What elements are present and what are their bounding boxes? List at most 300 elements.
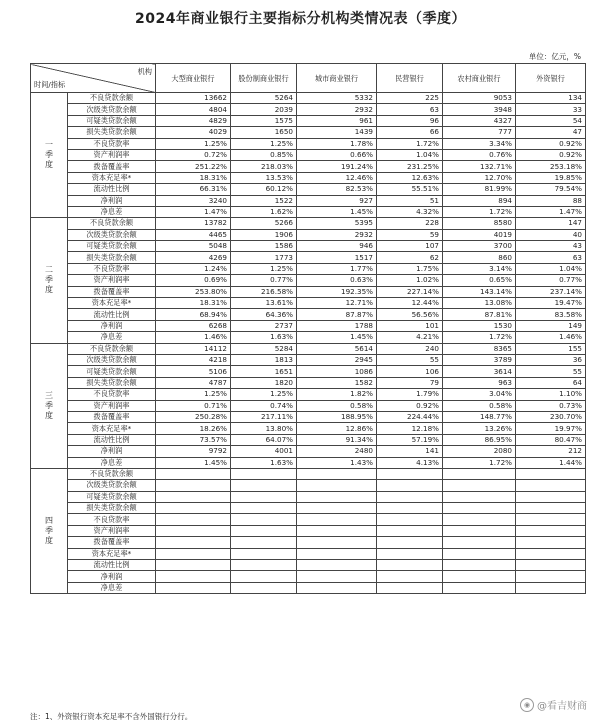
table-cell: 9792: [156, 446, 231, 457]
table-cell: 1.46%: [516, 332, 586, 343]
table-row: [31, 127, 586, 138]
table-row: [31, 537, 586, 548]
table-cell: 230.70%: [516, 411, 586, 422]
table-cell: [156, 537, 231, 548]
table-cell: [231, 491, 297, 502]
table-row: [31, 320, 586, 331]
table-cell: 1.72%: [377, 138, 443, 149]
table-cell: [443, 480, 516, 491]
table-cell: [377, 582, 443, 593]
table-cell: [443, 537, 516, 548]
table-cell: 54: [516, 115, 586, 126]
table-cell: 1.43%: [297, 457, 377, 468]
metric-label: 资产利润率: [68, 525, 156, 536]
table-cell: 80.47%: [516, 434, 586, 445]
table-row: [31, 195, 586, 206]
table-cell: [297, 480, 377, 491]
table-cell: 216.58%: [231, 286, 297, 297]
table-cell: 0.65%: [443, 275, 516, 286]
table-cell: 946: [297, 241, 377, 252]
table-cell: [443, 468, 516, 479]
table-cell: 68.94%: [156, 309, 231, 320]
table-cell: 2945: [297, 354, 377, 365]
table-cell: 4804: [156, 104, 231, 115]
table-cell: 1575: [231, 115, 297, 126]
table-cell: 0.92%: [516, 138, 586, 149]
metric-label: 流动性比例: [68, 184, 156, 195]
metric-label: 净息差: [68, 457, 156, 468]
table-cell: 4.13%: [377, 457, 443, 468]
table-cell: [231, 582, 297, 593]
table-row: [31, 548, 586, 559]
table-row: [31, 480, 586, 491]
metric-label: 资产利润率: [68, 149, 156, 160]
table-cell: 0.58%: [297, 400, 377, 411]
table-cell: 73.57%: [156, 434, 231, 445]
table-cell: [231, 480, 297, 491]
table-cell: 240: [377, 343, 443, 354]
table-cell: 55: [377, 354, 443, 365]
table-cell: 83.58%: [516, 309, 586, 320]
table-cell: 2039: [231, 104, 297, 115]
table-cell: [516, 560, 586, 571]
metric-label: 拨备覆盖率: [68, 537, 156, 548]
table-cell: 5395: [297, 218, 377, 229]
table-cell: 1.25%: [231, 263, 297, 274]
table-cell: [377, 560, 443, 571]
table-cell: 6268: [156, 320, 231, 331]
metric-label: 可疑类贷款余额: [68, 366, 156, 377]
table-cell: [297, 514, 377, 525]
table-row: [31, 332, 586, 343]
table-cell: [443, 548, 516, 559]
watermark-logo-icon: ◉: [520, 698, 534, 712]
table-cell: [297, 548, 377, 559]
table-cell: [516, 537, 586, 548]
table-cell: 250.28%: [156, 411, 231, 422]
table-cell: 64.07%: [231, 434, 297, 445]
table-row: [31, 241, 586, 252]
table-cell: 0.74%: [231, 400, 297, 411]
table-cell: 191.24%: [297, 161, 377, 172]
metric-label: 不良贷款余额: [68, 218, 156, 229]
table-cell: [156, 571, 231, 582]
table-cell: 217.11%: [231, 411, 297, 422]
table-cell: 155: [516, 343, 586, 354]
table-cell: 64.36%: [231, 309, 297, 320]
table-cell: 961: [297, 115, 377, 126]
metric-label: 可疑类贷款余额: [68, 115, 156, 126]
table-cell: 1.75%: [377, 263, 443, 274]
metric-label: 不良贷款率: [68, 263, 156, 274]
table-cell: [297, 582, 377, 593]
table-cell: 13.53%: [231, 172, 297, 183]
table-cell: 4327: [443, 115, 516, 126]
table-cell: 79: [377, 377, 443, 388]
metric-label: 资本充足率*: [68, 548, 156, 559]
table-row: [31, 343, 586, 354]
metric-label: 资产利润率: [68, 400, 156, 411]
table-cell: 1.78%: [297, 138, 377, 149]
table-cell: [516, 503, 586, 514]
table-cell: 1.63%: [231, 332, 297, 343]
table-cell: 0.77%: [231, 275, 297, 286]
table-cell: 132.71%: [443, 161, 516, 172]
table-cell: [297, 537, 377, 548]
table-row: [31, 206, 586, 217]
table-cell: 1582: [297, 377, 377, 388]
table-cell: [443, 571, 516, 582]
table-row: [31, 525, 586, 536]
table-cell: [297, 491, 377, 502]
metric-label: 不良贷款余额: [68, 343, 156, 354]
table-cell: [297, 468, 377, 479]
quarter-label: 三 季 度: [31, 343, 68, 468]
table-row: [31, 423, 586, 434]
table-cell: 228: [377, 218, 443, 229]
table-row: [31, 172, 586, 183]
table-cell: 253.80%: [156, 286, 231, 297]
table-cell: 1.25%: [231, 389, 297, 400]
table-cell: 1.24%: [156, 263, 231, 274]
table-cell: 4218: [156, 354, 231, 365]
column-header: 农村商业银行: [443, 64, 516, 93]
table-cell: 237.14%: [516, 286, 586, 297]
table-cell: [231, 571, 297, 582]
table-cell: 5614: [297, 343, 377, 354]
table-cell: 5106: [156, 366, 231, 377]
table-cell: [377, 503, 443, 514]
table-cell: 0.76%: [443, 149, 516, 160]
table-cell: 12.46%: [297, 172, 377, 183]
table-row: [31, 446, 586, 457]
table-row: [31, 514, 586, 525]
table-row: [31, 582, 586, 593]
table-cell: 3700: [443, 241, 516, 252]
table-cell: 57.19%: [377, 434, 443, 445]
table-cell: 12.63%: [377, 172, 443, 183]
table-cell: 1.45%: [297, 332, 377, 343]
table-cell: [231, 537, 297, 548]
table-cell: 88: [516, 195, 586, 206]
metric-label: 资产利润率: [68, 275, 156, 286]
table-cell: 2080: [443, 446, 516, 457]
table-row: [31, 309, 586, 320]
table-cell: 0.92%: [377, 400, 443, 411]
table-cell: 1522: [231, 195, 297, 206]
table-cell: [443, 491, 516, 502]
table-cell: [443, 582, 516, 593]
table-cell: 8365: [443, 343, 516, 354]
metric-label: 拨备覆盖率: [68, 286, 156, 297]
table-cell: 1651: [231, 366, 297, 377]
table-row: [31, 115, 586, 126]
quarter-label: 一 季 度: [31, 93, 68, 218]
table-cell: 8580: [443, 218, 516, 229]
table-cell: 192.35%: [297, 286, 377, 297]
table-cell: 1820: [231, 377, 297, 388]
table-cell: 107: [377, 241, 443, 252]
table-cell: 777: [443, 127, 516, 138]
table-cell: 96: [377, 115, 443, 126]
table-cell: 9053: [443, 93, 516, 104]
table-cell: 1086: [297, 366, 377, 377]
table-cell: [377, 514, 443, 525]
table-row: [31, 457, 586, 468]
table-cell: 66: [377, 127, 443, 138]
table-cell: 0.66%: [297, 149, 377, 160]
table-row: [31, 354, 586, 365]
table-cell: 4001: [231, 446, 297, 457]
table-cell: 47: [516, 127, 586, 138]
metric-label: 拨备覆盖率: [68, 411, 156, 422]
table-cell: 40: [516, 229, 586, 240]
table-cell: 225: [377, 93, 443, 104]
table-row: [31, 400, 586, 411]
table-cell: 12.44%: [377, 298, 443, 309]
table-cell: [443, 503, 516, 514]
table-cell: 13.26%: [443, 423, 516, 434]
table-cell: 3240: [156, 195, 231, 206]
table-cell: 12.18%: [377, 423, 443, 434]
table-cell: 106: [377, 366, 443, 377]
table-cell: 1.10%: [516, 389, 586, 400]
table-cell: 5332: [297, 93, 377, 104]
table-row: [31, 252, 586, 263]
table-cell: 134: [516, 93, 586, 104]
quarter-label: 二 季 度: [31, 218, 68, 343]
column-header: 外资银行: [516, 64, 586, 93]
table-cell: [516, 525, 586, 536]
table-cell: [443, 560, 516, 571]
table-row: [31, 503, 586, 514]
table-cell: 1.79%: [377, 389, 443, 400]
table-cell: 1517: [297, 252, 377, 263]
table-row: [31, 275, 586, 286]
footnote: 注：1、外资银行资本充足率不含外国银行分行。: [30, 712, 193, 721]
table-cell: 4269: [156, 252, 231, 263]
metric-label: 流动性比例: [68, 434, 156, 445]
table-cell: [297, 503, 377, 514]
table-row: [31, 560, 586, 571]
table-cell: 5284: [231, 343, 297, 354]
corner-label-institution: 机构: [137, 67, 152, 76]
table-cell: 36: [516, 354, 586, 365]
table-cell: 79.54%: [516, 184, 586, 195]
metric-label: 可疑类贷款余额: [68, 241, 156, 252]
metric-label: 可疑类贷款余额: [68, 491, 156, 502]
table-cell: 19.47%: [516, 298, 586, 309]
metric-label: 净利润: [68, 571, 156, 582]
table-cell: 0.77%: [516, 275, 586, 286]
table-cell: [231, 468, 297, 479]
table-cell: 3.14%: [443, 263, 516, 274]
table-cell: [443, 514, 516, 525]
table-row: [31, 104, 586, 115]
table-cell: 143.14%: [443, 286, 516, 297]
table-cell: [516, 582, 586, 593]
table-cell: [156, 582, 231, 593]
table-cell: 231.25%: [377, 161, 443, 172]
table-cell: 62: [377, 252, 443, 263]
table-cell: 59: [377, 229, 443, 240]
metric-label: 不良贷款率: [68, 389, 156, 400]
table-row: [31, 184, 586, 195]
metric-label: 净利润: [68, 446, 156, 457]
table-cell: 18.26%: [156, 423, 231, 434]
quarter-label: 四 季 度: [31, 468, 68, 593]
table-cell: [156, 468, 231, 479]
table-body: [31, 93, 586, 594]
table-cell: 3789: [443, 354, 516, 365]
page-title: 2024年商业银行主要指标分机构类情况表（季度）: [135, 11, 466, 27]
table-cell: [156, 491, 231, 502]
table-cell: 148.77%: [443, 411, 516, 422]
table-cell: 81.99%: [443, 184, 516, 195]
table-cell: 1.72%: [443, 332, 516, 343]
table-cell: 13662: [156, 93, 231, 104]
table-cell: 63: [377, 104, 443, 115]
table-cell: 12.86%: [297, 423, 377, 434]
watermark: [520, 697, 587, 712]
table-cell: [377, 525, 443, 536]
table-cell: 2932: [297, 104, 377, 115]
table-cell: [156, 480, 231, 491]
table-cell: 1813: [231, 354, 297, 365]
table-cell: [377, 468, 443, 479]
table-cell: 3614: [443, 366, 516, 377]
table-cell: 4787: [156, 377, 231, 388]
table-cell: [156, 548, 231, 559]
column-header: 大型商业银行: [156, 64, 231, 93]
table-cell: 4019: [443, 229, 516, 240]
table-cell: 0.63%: [297, 275, 377, 286]
table-row: [31, 389, 586, 400]
table-cell: 12.70%: [443, 172, 516, 183]
table-row: [31, 468, 586, 479]
table-cell: 2932: [297, 229, 377, 240]
table-cell: 14112: [156, 343, 231, 354]
table-row: [31, 229, 586, 240]
metric-label: 次级类贷款余额: [68, 104, 156, 115]
metric-label: 不良贷款率: [68, 514, 156, 525]
table-cell: 0.69%: [156, 275, 231, 286]
metric-label: 不良贷款余额: [68, 93, 156, 104]
table-cell: [516, 480, 586, 491]
table-cell: [156, 525, 231, 536]
table-cell: 224.44%: [377, 411, 443, 422]
table-cell: 13.08%: [443, 298, 516, 309]
table-cell: 0.85%: [231, 149, 297, 160]
table-cell: 141: [377, 446, 443, 457]
table-row: [31, 93, 586, 104]
table-cell: 43: [516, 241, 586, 252]
table-cell: [297, 560, 377, 571]
table-row: [31, 491, 586, 502]
table-cell: 3.04%: [443, 389, 516, 400]
table-cell: 13.61%: [231, 298, 297, 309]
table-cell: 13782: [156, 218, 231, 229]
table-cell: 147: [516, 218, 586, 229]
table-cell: 227.14%: [377, 286, 443, 297]
table-cell: 1.62%: [231, 206, 297, 217]
column-header: 城市商业银行: [297, 64, 377, 93]
table-cell: 253.18%: [516, 161, 586, 172]
table-cell: 1773: [231, 252, 297, 263]
table-cell: 101: [377, 320, 443, 331]
table-cell: 64: [516, 377, 586, 388]
table-cell: 91.34%: [297, 434, 377, 445]
indicator-table: [30, 63, 586, 594]
table-cell: 1586: [231, 241, 297, 252]
table-cell: 56.56%: [377, 309, 443, 320]
table-cell: 1439: [297, 127, 377, 138]
table-cell: 1650: [231, 127, 297, 138]
table-cell: [231, 548, 297, 559]
table-cell: 5264: [231, 93, 297, 104]
watermark-text: @看吉财商: [537, 701, 587, 712]
table-row: [31, 138, 586, 149]
table-cell: 1.25%: [156, 389, 231, 400]
table-cell: 55: [516, 366, 586, 377]
table-cell: 0.73%: [516, 400, 586, 411]
table-cell: 1.45%: [297, 206, 377, 217]
table-cell: 1.25%: [231, 138, 297, 149]
table-cell: 33: [516, 104, 586, 115]
metric-label: 次级类贷款余额: [68, 480, 156, 491]
table-cell: 63: [516, 252, 586, 263]
table-cell: [231, 503, 297, 514]
metric-label: 损失类贷款余额: [68, 377, 156, 388]
metric-label: 净利润: [68, 195, 156, 206]
table-row: [31, 434, 586, 445]
column-header: 民营银行: [377, 64, 443, 93]
table-cell: [156, 503, 231, 514]
table-cell: [377, 491, 443, 502]
table-cell: 1.45%: [156, 457, 231, 468]
corner-cell: [31, 64, 156, 93]
table-cell: [516, 514, 586, 525]
metric-label: 次级类贷款余额: [68, 354, 156, 365]
unit-note: 单位：亿元，%: [528, 52, 581, 61]
table-cell: 66.31%: [156, 184, 231, 195]
metric-label: 不良贷款率: [68, 138, 156, 149]
table-cell: [377, 537, 443, 548]
table-cell: 251.22%: [156, 161, 231, 172]
table-cell: 1.77%: [297, 263, 377, 274]
table-cell: 2480: [297, 446, 377, 457]
table-cell: 87.81%: [443, 309, 516, 320]
table-row: [31, 411, 586, 422]
table-cell: 1.63%: [231, 457, 297, 468]
table-cell: 1906: [231, 229, 297, 240]
table-row: [31, 218, 586, 229]
table-row: [31, 366, 586, 377]
table-cell: [377, 548, 443, 559]
table-cell: [516, 491, 586, 502]
table-cell: [231, 560, 297, 571]
table-cell: 860: [443, 252, 516, 263]
metric-label: 损失类贷款余额: [68, 503, 156, 514]
table-cell: 55.51%: [377, 184, 443, 195]
table-cell: 894: [443, 195, 516, 206]
table-cell: [231, 514, 297, 525]
table-cell: 87.87%: [297, 309, 377, 320]
table-cell: 60.12%: [231, 184, 297, 195]
table-cell: 1.04%: [516, 263, 586, 274]
table-row: [31, 263, 586, 274]
table-cell: 82.53%: [297, 184, 377, 195]
